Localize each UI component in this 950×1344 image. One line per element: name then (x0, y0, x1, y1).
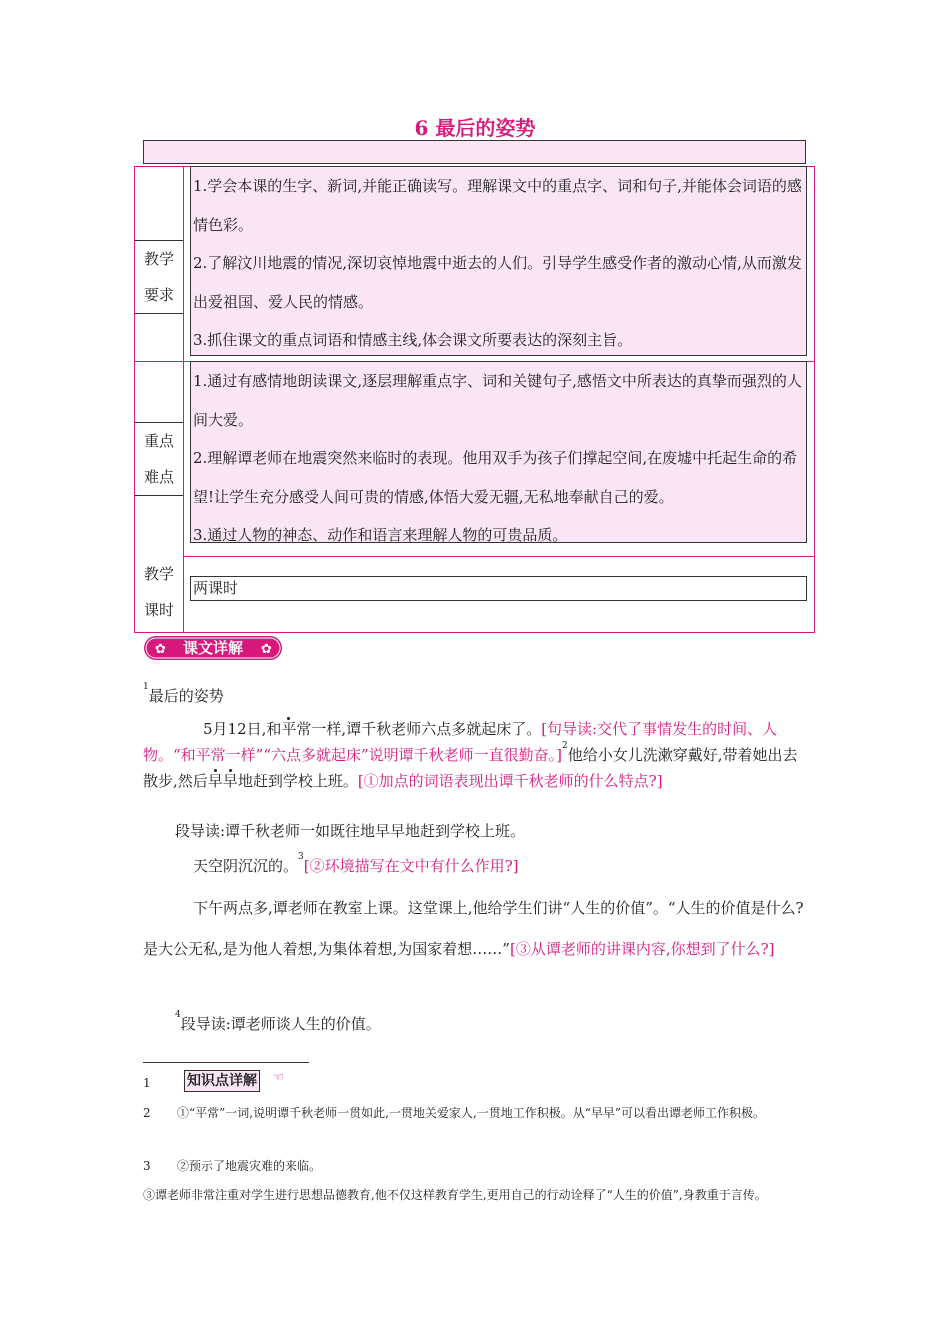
lesson-heading: $^1$最后的姿势 (143, 682, 224, 705)
column-divider (183, 166, 184, 633)
footnote-3: ②预示了地震灾难的来临。 (177, 1159, 322, 1173)
footnote-3-marker: 3 (143, 1159, 151, 1173)
footnote-2-marker: 2 (143, 1106, 151, 1120)
hand-icon: ☜ (273, 1070, 284, 1084)
paragraph-3: 下午两点多,谭老师在教室上课。这堂课上,他给学生们讲“人生的价值”。“人生的价值是什么?是大公无私,是为他人着想,为集体着想,为国家着想……”[③从谭老师的讲课内容,你想到了什么?] (143, 899, 804, 958)
key-points-content (190, 361, 807, 543)
key-point-item: 3.通过人物的神态、动作和语言来理解人物的可贵品质。 (193, 526, 568, 544)
knowledge-box: 知识点详解 (184, 1070, 260, 1092)
banner-label: 课文详解 (182, 639, 244, 657)
footnote-separator (143, 1062, 309, 1063)
row-divider (134, 556, 815, 557)
star-icon: ✿ (155, 642, 166, 657)
paragraph-guide-1: 段导读:谭千秋老师一如既往地早早地赶到学校上班。 (175, 822, 526, 840)
paragraph-guide-2: $^4$段导读:谭老师谈人生的价值。 (175, 1010, 381, 1033)
label-class-hours: 教学 课时 (135, 556, 183, 628)
section-banner (143, 634, 283, 662)
requirement-item: 1.学会本课的生字、新词,并能正确读写。理解课文中的重点字、词和句子,并能体会词语的感情色彩。 (193, 177, 802, 234)
paragraph-2: 天空阴沉沉的。$^3$[②环境描写在文中有什么作用?] (193, 852, 519, 875)
footnote-2: ①“平常”一词,说明谭千秋老师一贯如此,一贯地关爱家人,一贯地工作积极。从“早早”可以看出谭老师工作积极。 (177, 1106, 765, 1120)
key-point-item: 1.通过有感情地朗读课文,逐层理解重点字、词和关键句子,感悟文中所表达的真挚而强烈的人间大爱。 (193, 372, 802, 429)
requirements-content (190, 166, 807, 356)
header-bar (143, 140, 806, 164)
label-teaching-requirements: 教学 要求 (135, 240, 183, 314)
requirement-item: 3.抓住课文的重点词语和情感主线,体会课文所要表达的深刻主旨。 (193, 331, 633, 349)
star-icon: ✿ (261, 642, 272, 657)
key-point-item: 2.理解谭老师在地震突然来临时的表现。他用双手为孩子们撑起空间,在废墟中托起生命的希望!让学生充分感受人间可贵的情感,体悟大爱无疆,无私地奉献自己的爱。 (193, 449, 798, 506)
class-hours-value: 两课时 (190, 576, 807, 601)
requirement-item: 2.了解汶川地震的情况,深切哀悼地震中逝去的人们。引导学生感受作者的激动心情,从而激发出爱祖国、爱人民的情感。 (193, 254, 802, 311)
footnote-4: ③谭老师非常注重对学生进行思想品德教育,他不仅这样教育学生,更用自己的行动诠释了“人生的价值”,身教重于言传。 (143, 1188, 767, 1202)
footnote-1-marker: 1 (143, 1076, 151, 1090)
page-title: 6 最后的姿势 (414, 116, 536, 140)
label-key-points: 重点 难点 (135, 422, 183, 496)
paragraph-1: 5月12日,和平常一样,谭千秋老师六点多就起床了。[句导读:交代了事情发生的时间、人物。“和平常一样”“六点多就起床”说明谭千秋老师一直很勤奋。]$^2$他给小女儿洗漱穿戴好,带着她出去散步,然后早早地赶到学校上班。[①加点的词语表现出谭千秋老师的什么特点?] (143, 720, 798, 790)
